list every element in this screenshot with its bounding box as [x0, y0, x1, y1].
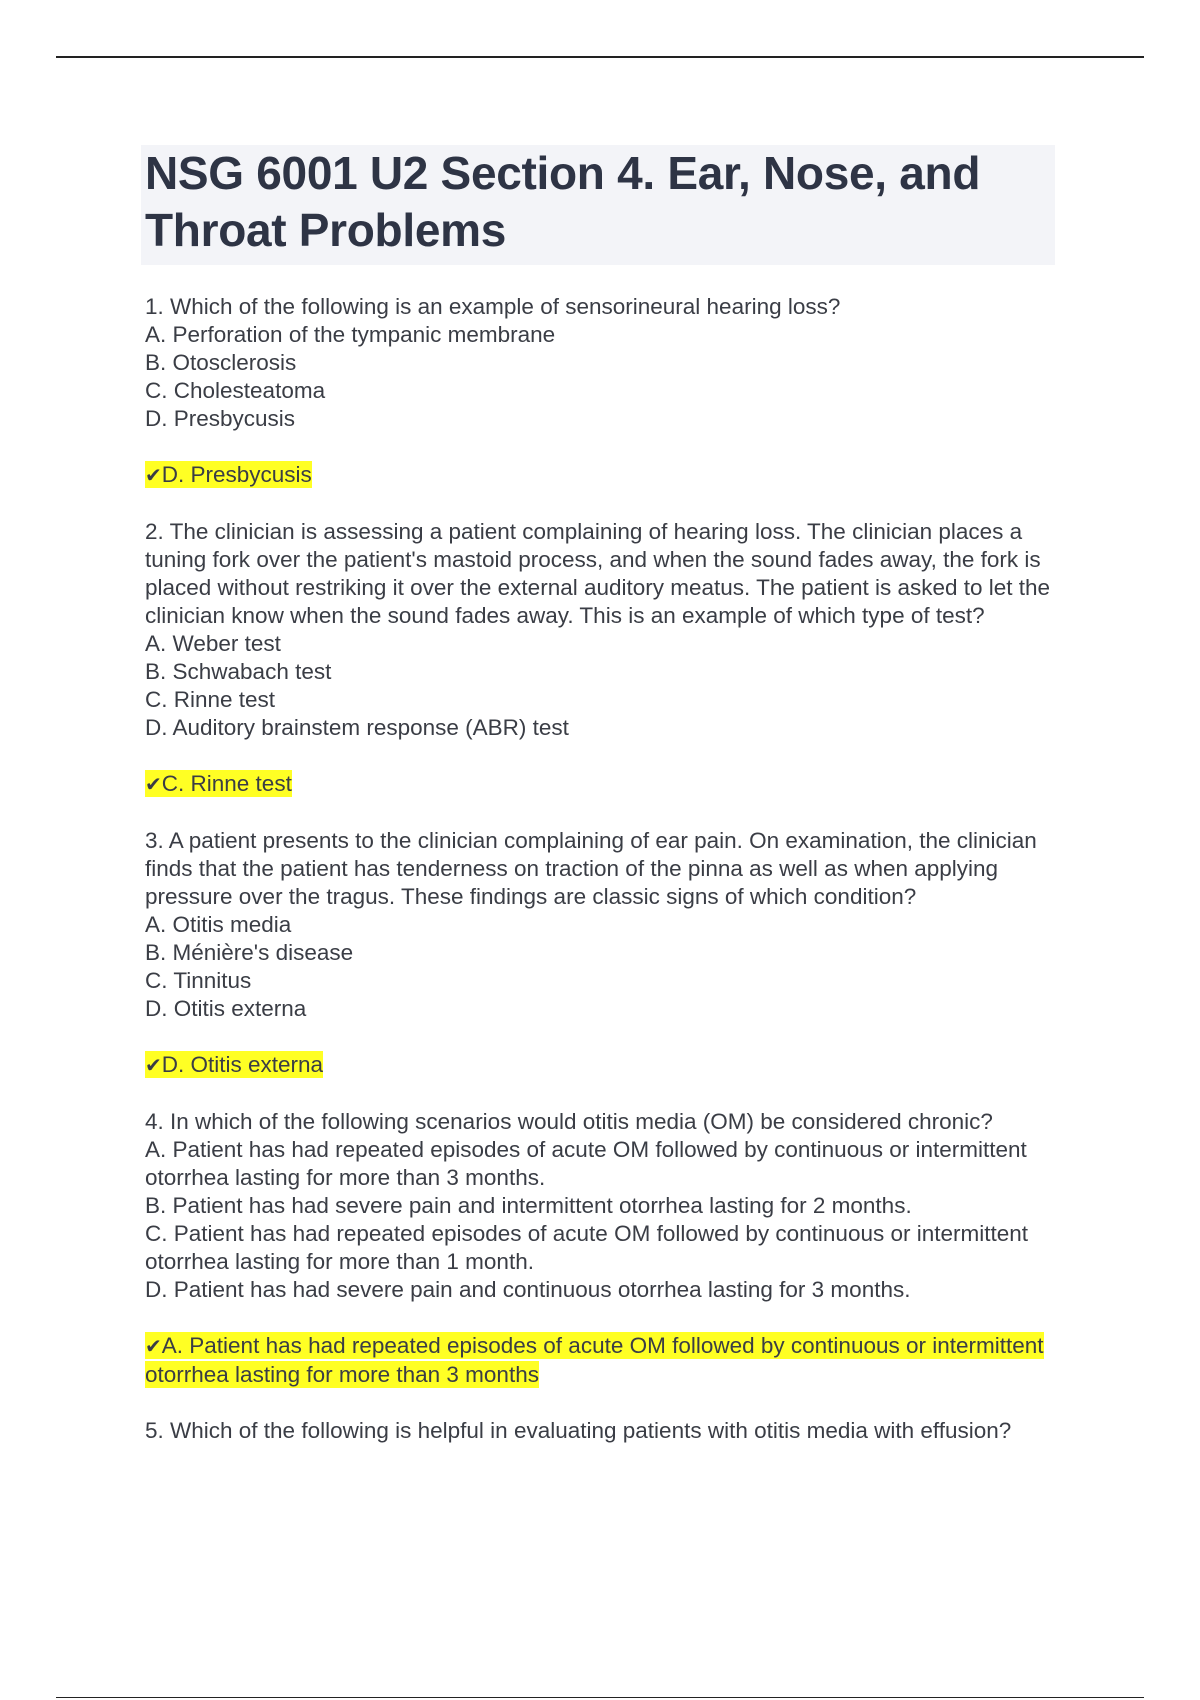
answer-3 — [145, 1051, 1055, 1080]
title-line-2: Throat Problems — [145, 204, 507, 256]
answer-text: C. Rinne test — [161, 771, 292, 796]
check-icon: ✔ — [145, 1336, 162, 1358]
option-c: C. Tinnitus — [145, 968, 252, 993]
option-list — [145, 630, 1055, 742]
option-c: C. Rinne test — [145, 687, 276, 712]
page-title — [141, 145, 1055, 265]
question-2 — [145, 518, 1055, 742]
option-d: D. Presbycusis — [145, 406, 296, 431]
document-body — [145, 145, 1055, 1445]
answer-2 — [145, 770, 1055, 799]
answer-highlight — [145, 1332, 1044, 1388]
check-icon: ✔ — [145, 465, 162, 487]
option-a: A. Otitis media — [145, 912, 292, 937]
option-list — [145, 321, 1055, 433]
question-stem: 1. Which of the following is an example of sensorineural hearing loss? — [145, 294, 841, 319]
check-icon: ✔ — [145, 1055, 162, 1077]
question-1 — [145, 293, 1055, 433]
question-stem: 5. Which of the following is helpful in evaluating patients with otitis media with effusion? — [145, 1418, 1012, 1443]
option-b: B. Schwabach test — [145, 659, 332, 684]
answer-1 — [145, 461, 1055, 490]
top-rule — [56, 56, 1144, 58]
option-b: B. Otosclerosis — [145, 350, 297, 375]
question-stem: 4. In which of the following scenarios would otitis media (OM) be considered chronic? — [145, 1109, 993, 1134]
option-b: B. Patient has had severe pain and intermittent otorrhea lasting for 2 months. — [145, 1193, 912, 1218]
answer-highlight — [145, 770, 292, 797]
answer-text: D. Otitis externa — [161, 1052, 324, 1077]
question-5 — [145, 1417, 1055, 1445]
option-d: D. Auditory brainstem response (ABR) test — [145, 715, 569, 740]
option-c: C. Cholesteatoma — [145, 378, 326, 403]
bottom-rule — [56, 1697, 1144, 1698]
option-b: B. Ménière's disease — [145, 940, 354, 965]
answer-4 — [145, 1332, 1055, 1389]
question-stem: 2. The clinician is assessing a patient complaining of hearing loss. The clinician places a tuning fork over the patient's mastoid process, and when the sound fades away, the fork is placed without restriking it over the external auditory meatus. The patient is asked to let the clinician know when the sound fades away. This is an example of which type of test? — [145, 519, 1051, 628]
answer-highlight — [145, 1051, 323, 1078]
question-4 — [145, 1108, 1055, 1304]
option-list — [145, 1136, 1055, 1304]
option-a: A. Perforation of the tympanic membrane — [145, 322, 556, 347]
option-a: A. Weber test — [145, 631, 281, 656]
answer-text: A. Patient has had repeated episodes of acute OM followed by continuous or intermittent otorrhea lasting for more than 3 months — [145, 1333, 1044, 1387]
option-c: C. Patient has had repeated episodes of acute OM followed by continuous or intermittent otorrhea lasting for more than 1 month. — [145, 1221, 1029, 1274]
check-icon: ✔ — [145, 774, 162, 796]
answer-text: D. Presbycusis — [161, 462, 312, 487]
question-3 — [145, 827, 1055, 1023]
option-d: D. Otitis externa — [145, 996, 307, 1021]
answer-highlight — [145, 461, 312, 488]
question-stem: 3. A patient presents to the clinician complaining of ear pain. On examination, the clinician finds that the patient has tenderness on traction of the pinna as well as when applying pressure over the tragus. These findings are classic signs of which condition? — [145, 828, 1037, 909]
option-list — [145, 911, 1055, 1023]
option-a: A. Patient has had repeated episodes of acute OM followed by continuous or intermittent otorrhea lasting for more than 3 months. — [145, 1137, 1027, 1190]
title-line-1: NSG 6001 U2 Section 4. Ear, Nose, and — [145, 147, 981, 199]
option-d: D. Patient has had severe pain and continuous otorrhea lasting for 3 months. — [145, 1277, 911, 1302]
